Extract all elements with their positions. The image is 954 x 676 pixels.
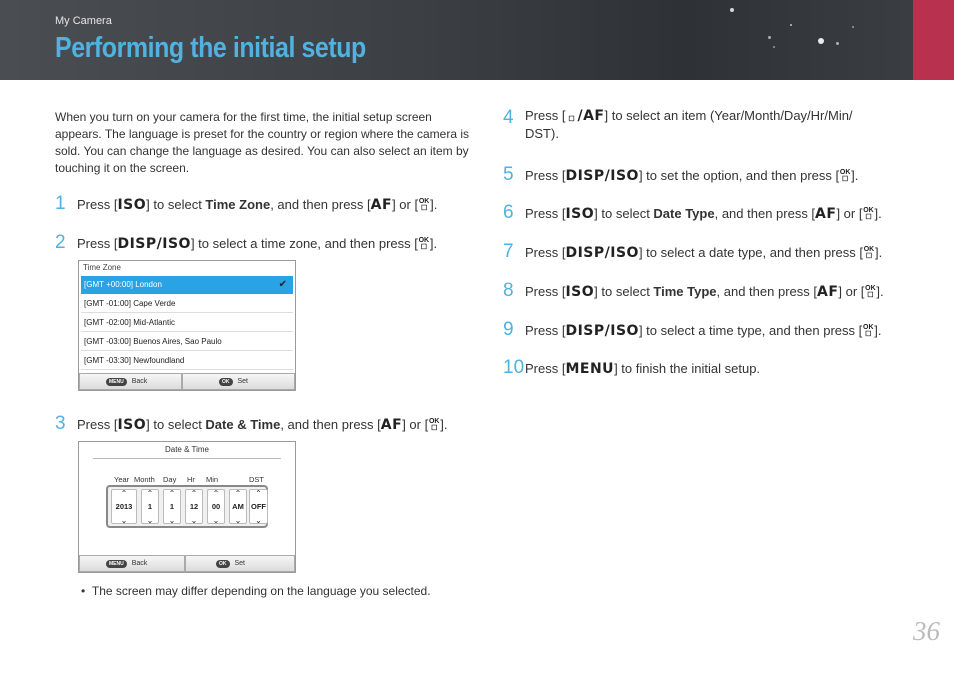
timer-key-icon: ☐	[568, 116, 575, 123]
up-arrow-icon[interactable]: ⌃	[120, 489, 128, 498]
ok-key-icon: OK ☐	[863, 324, 874, 338]
disp-iso-key-icon: DISP/ISO	[565, 245, 639, 261]
dst-label: DST	[249, 475, 264, 484]
ok-key-icon: OK ☐	[865, 285, 876, 299]
step-number: 5	[503, 164, 514, 185]
step-number: 7	[503, 241, 514, 262]
up-arrow-icon[interactable]: ⌃	[190, 489, 198, 498]
screen-title: Time Zone	[83, 263, 121, 272]
af-key-icon: AF	[815, 206, 837, 222]
step-number: 4	[503, 107, 514, 128]
step-number: 3	[55, 413, 66, 434]
up-arrow-icon[interactable]: ⌃	[255, 489, 262, 498]
year-label: Year	[114, 475, 130, 484]
timezone-option[interactable]: [GMT -01:00] Cape Verde	[81, 295, 293, 313]
bold-term: Date Type	[653, 206, 715, 221]
ok-key-icon: OK	[216, 560, 230, 568]
down-arrow-icon[interactable]: ⌄	[190, 516, 198, 525]
up-arrow-icon[interactable]: ⌃	[168, 489, 176, 498]
down-arrow-icon[interactable]: ⌄	[255, 516, 262, 525]
ampm-wheel[interactable]: ⌃ AM ⌄	[229, 489, 247, 524]
step-2: 2 Press [DISP/ISO] to select a time zone, and then press [OK ☐ ].	[55, 232, 438, 253]
step-7: 7 Press [DISP/ISO] to select a date type, and then press [OK ☐ ].	[503, 241, 883, 262]
back-button[interactable]: MENU Back	[79, 555, 185, 572]
iso-key-icon: ISO	[117, 197, 147, 213]
screen-title: Date & Time	[164, 445, 209, 454]
datetime-screen	[78, 441, 296, 573]
ok-key-icon: OK ☐	[418, 198, 430, 212]
screen-bottom-bar	[79, 373, 295, 390]
step-1: 1 Press [ISO] to select Time Zone, and then press [AF] or [OK ☐ ].	[55, 193, 438, 214]
section-label: My Camera	[55, 15, 112, 27]
step-6: 6 Press [ISO] to select Date Type, and then press [AF] or [OK ☐ ].	[503, 202, 882, 223]
disp-iso-key-icon: DISP/ISO	[117, 236, 191, 252]
step-4: 4 Press [ ☐ /AF] to select an item (Year/Month/Day/Hr/Min/ DST).	[503, 107, 853, 141]
minute-wheel[interactable]: ⌃ 00 ⌄	[207, 489, 225, 524]
step-number: 2	[55, 232, 66, 253]
menu-key-icon: MENU	[106, 560, 127, 568]
step-number: 9	[503, 319, 514, 340]
step-5: 5 Press [DISP/ISO] to set the option, and then press [OK ☐ ].	[503, 164, 859, 185]
set-button[interactable]: OK Set	[182, 373, 295, 390]
down-arrow-icon[interactable]: ⌄	[146, 516, 154, 525]
note: • The screen may differ depending on the language you selected.	[81, 584, 431, 598]
timezone-option[interactable]: [GMT -03:30] Newfoundland	[81, 352, 293, 370]
ok-key-icon: OK ☐	[863, 246, 875, 260]
month-wheel[interactable]: ⌃ 1 ⌄	[141, 489, 159, 524]
minute-label: Min	[206, 475, 219, 484]
step-number: 8	[503, 280, 514, 301]
step-number: 10	[503, 357, 525, 378]
bold-term: Time Zone	[205, 197, 271, 212]
dst-wheel[interactable]: ⌃ OFF ⌄	[251, 489, 266, 525]
disp-iso-key-icon: DISP/ISO	[565, 168, 639, 184]
up-arrow-icon[interactable]: ⌃	[212, 489, 220, 498]
down-arrow-icon[interactable]: ⌄	[234, 516, 242, 525]
iso-key-icon: ISO	[565, 206, 595, 222]
screen-bottom-bar	[79, 555, 295, 572]
checkmark-icon: ✔	[278, 279, 287, 290]
page-title: Performing the initial setup	[55, 32, 366, 64]
bold-term: Time Type	[653, 284, 717, 299]
date-wheel-group	[106, 485, 268, 528]
up-arrow-icon[interactable]: ⌃	[234, 489, 242, 498]
intro-paragraph: When you turn on your camera for the first time, the initial setup screen appears. The language is preset for the country or region where the camera is sold. You can change the language as desired. You can also select an item by touching it on the screen.	[55, 110, 470, 175]
set-button[interactable]: OK Set	[185, 555, 295, 572]
back-button[interactable]: MENU Back	[79, 373, 182, 390]
up-arrow-icon[interactable]: ⌃	[146, 489, 154, 498]
menu-key-icon: MENU	[106, 378, 127, 386]
iso-key-icon: ISO	[565, 284, 595, 300]
ok-key-icon: OK ☐	[428, 418, 440, 432]
down-arrow-icon[interactable]: ⌄	[212, 516, 220, 525]
ok-key-icon: OK ☐	[863, 207, 874, 221]
timezone-option[interactable]: [GMT -03:00] Buenos Aires, Sao Paulo	[81, 333, 293, 351]
af-key-icon: /AF	[577, 108, 605, 124]
year-wheel[interactable]: ⌃ 2013 ⌄	[111, 489, 137, 524]
disp-iso-key-icon: DISP/ISO	[565, 323, 639, 339]
bold-term: Date & Time	[205, 417, 281, 432]
af-key-icon: AF	[380, 417, 403, 433]
timezone-option[interactable]: [GMT -02:00] Mid-Atlantic	[81, 314, 293, 332]
divider	[93, 458, 281, 459]
step-8: 8 Press [ISO] to select Time Type, and then press [AF] or [OK ☐ ].	[503, 280, 884, 301]
step-10: 10 Press [MENU] to finish the initial setup.	[503, 357, 761, 378]
menu-key-icon: MENU	[565, 361, 615, 377]
step-3: 3 Press [ISO] to select Date & Time, and then press [AF] or [OK ☐ ].	[55, 413, 448, 434]
ok-key-icon: OK ☐	[418, 237, 430, 251]
ok-key-icon: OK	[219, 378, 233, 386]
step-9: 9 Press [DISP/ISO] to select a time type, and then press [OK ☐ ].	[503, 319, 882, 340]
hour-wheel[interactable]: ⌃ 12 ⌄	[185, 489, 203, 524]
ok-key-icon: OK ☐	[839, 169, 851, 183]
timezone-option-selected[interactable]: [GMT +00:00] London ✔	[81, 276, 293, 294]
af-key-icon: AF	[370, 197, 393, 213]
day-wheel[interactable]: ⌃ 1 ⌄	[163, 489, 181, 524]
timezone-screen	[78, 260, 296, 391]
hour-label: Hr	[187, 475, 195, 484]
af-key-icon: AF	[816, 284, 839, 300]
down-arrow-icon[interactable]: ⌄	[120, 516, 128, 525]
header-accent	[913, 0, 954, 80]
step-number: 1	[55, 193, 66, 214]
iso-key-icon: ISO	[117, 417, 147, 433]
step-number: 6	[503, 202, 514, 223]
down-arrow-icon[interactable]: ⌄	[168, 516, 176, 525]
page-number: 36	[913, 616, 940, 646]
month-label: Month	[134, 475, 155, 484]
day-label: Day	[163, 475, 177, 484]
